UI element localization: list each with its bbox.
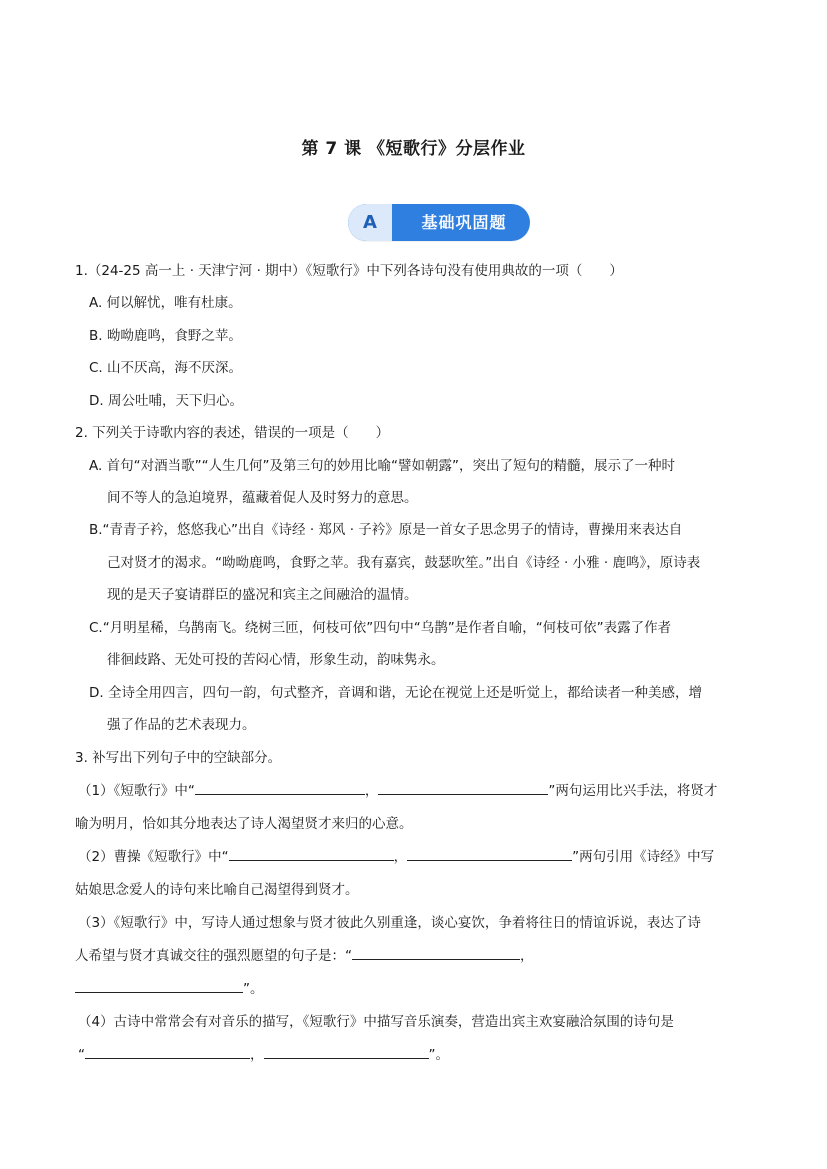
q3-part2-line2: 姑娘思念爱人的诗句来比喻自己渴望得到贤才。: [75, 882, 359, 898]
fill-blank[interactable]: [85, 1046, 250, 1059]
fill-blank[interactable]: [195, 782, 365, 795]
q3-part4-line2: [78, 1046, 449, 1064]
section-label: 基础巩固题: [421, 213, 507, 232]
q3-part3-line3: [75, 980, 264, 998]
q3-part4-line1: （4）古诗中常常会有对音乐的描写，《短歌行》中描写音乐演奏，营造出宾主欢宴融洽氛围的诗句是: [78, 1014, 674, 1030]
q3-part2-comma: ，: [393, 849, 408, 865]
q2-stem: 2. 下列关于诗歌内容的表述，错误的一项是（ ）: [75, 425, 390, 441]
q2-option-b-line3: 现的是天子宴请群臣的盛况和宾主之间融洽的温情。: [107, 587, 418, 603]
q2-option-b-line2: 己对贤才的渴求。“呦呦鹿鸣，食野之苹。我有嘉宾，鼓瑟吹笙。”出自《诗经 · 小雅 · 鹿鸣》，原诗表: [107, 555, 701, 571]
q3-part2-suffix: ”两句引用《诗经》中写: [572, 849, 715, 865]
fill-blank[interactable]: [264, 1046, 429, 1059]
q2-option-d-line1: D. 全诗全用四言，四句一韵，句式整齐，音调和谐，无论在视觉上还是听觉上，都给读者一种美感，增: [89, 685, 702, 701]
q3-part1-suffix: ”两句运用比兴手法，将贤才: [548, 783, 718, 799]
q3-part3-line2: [75, 947, 534, 965]
q3-part3-end: ”。: [243, 981, 264, 997]
q3-part3-line1: （3）《短歌行》中，写诗人通过想象与贤才彼此久别重逢，谈心宴饮，争着将往日的情谊诉说，表达了诗: [78, 915, 701, 931]
q3-part1-line1: [78, 782, 717, 800]
fill-blank[interactable]: [352, 947, 520, 960]
q3-part1-comma: ，: [364, 783, 379, 799]
q3-part3-prefix: 人希望与贤才真诚交往的强烈愿望的句子是：“: [75, 948, 352, 964]
fill-blank[interactable]: [407, 848, 572, 861]
q3-part2-prefix: （2）曹操《短歌行》中“: [78, 849, 229, 865]
fill-blank[interactable]: [378, 782, 548, 795]
q1-option-c: C. 山不厌高，海不厌深。: [89, 360, 243, 376]
q1-option-d: D. 周公吐哺，天下归心。: [89, 393, 243, 409]
section-badge: [348, 204, 530, 241]
page-title: 第 7 课 《短歌行》分层作业: [301, 139, 526, 159]
q2-option-a-line1: A. 首句“对酒当歌”“人生几何”及第三句的妙用比喻“譬如朝露”，突出了短句的精髓，展示了一种时: [89, 458, 676, 474]
q2-option-b-line1: B.“青青子衿，悠悠我心”出自《诗经 · 郑风 · 子衿》原是一首女子思念男子的情诗，曹操用来表达自: [89, 522, 683, 538]
fill-blank[interactable]: [75, 980, 243, 993]
q2-option-c-line1: C.“月明星稀，乌鹊南飞。绕树三匝，何枝可依”四句中“乌鹊”是作者自喻，“何枝可依”表露了作者: [89, 620, 672, 636]
q2-option-d-line2: 强了作品的艺术表现力。: [107, 717, 256, 733]
q3-part4-comma: ，: [250, 1047, 264, 1063]
section-letter: A: [348, 204, 392, 241]
q1-stem: 1.（24-25 高一上 · 天津宁河 · 期中）《短歌行》中下列各诗句没有使用典故的一项（ ）: [75, 263, 623, 279]
q2-option-c-line2: 徘徊歧路、无处可投的苦闷心情，形象生动，韵味隽永。: [107, 652, 445, 668]
q3-part1-line2: 喻为明月，恰如其分地表达了诗人渴望贤才来归的心意。: [75, 816, 413, 832]
q3-part2-line1: [78, 848, 714, 866]
q3-part1-prefix: （1）《短歌行》中“: [78, 783, 195, 799]
fill-blank[interactable]: [229, 848, 394, 861]
q1-option-a: A. 何以解忧，唯有杜康。: [89, 295, 242, 311]
q3-part3-comma: ，: [520, 948, 534, 964]
q1-option-b: B. 呦呦鹿鸣，食野之苹。: [89, 328, 242, 344]
q3-part4-open: “: [78, 1047, 85, 1063]
q3-stem: 3. 补写出下列句子中的空缺部分。: [75, 750, 282, 766]
q3-part4-end: ”。: [428, 1047, 449, 1063]
q2-option-a-line2: 间不等人的急迫境界，蕴藏着促人及时努力的意思。: [107, 490, 418, 506]
